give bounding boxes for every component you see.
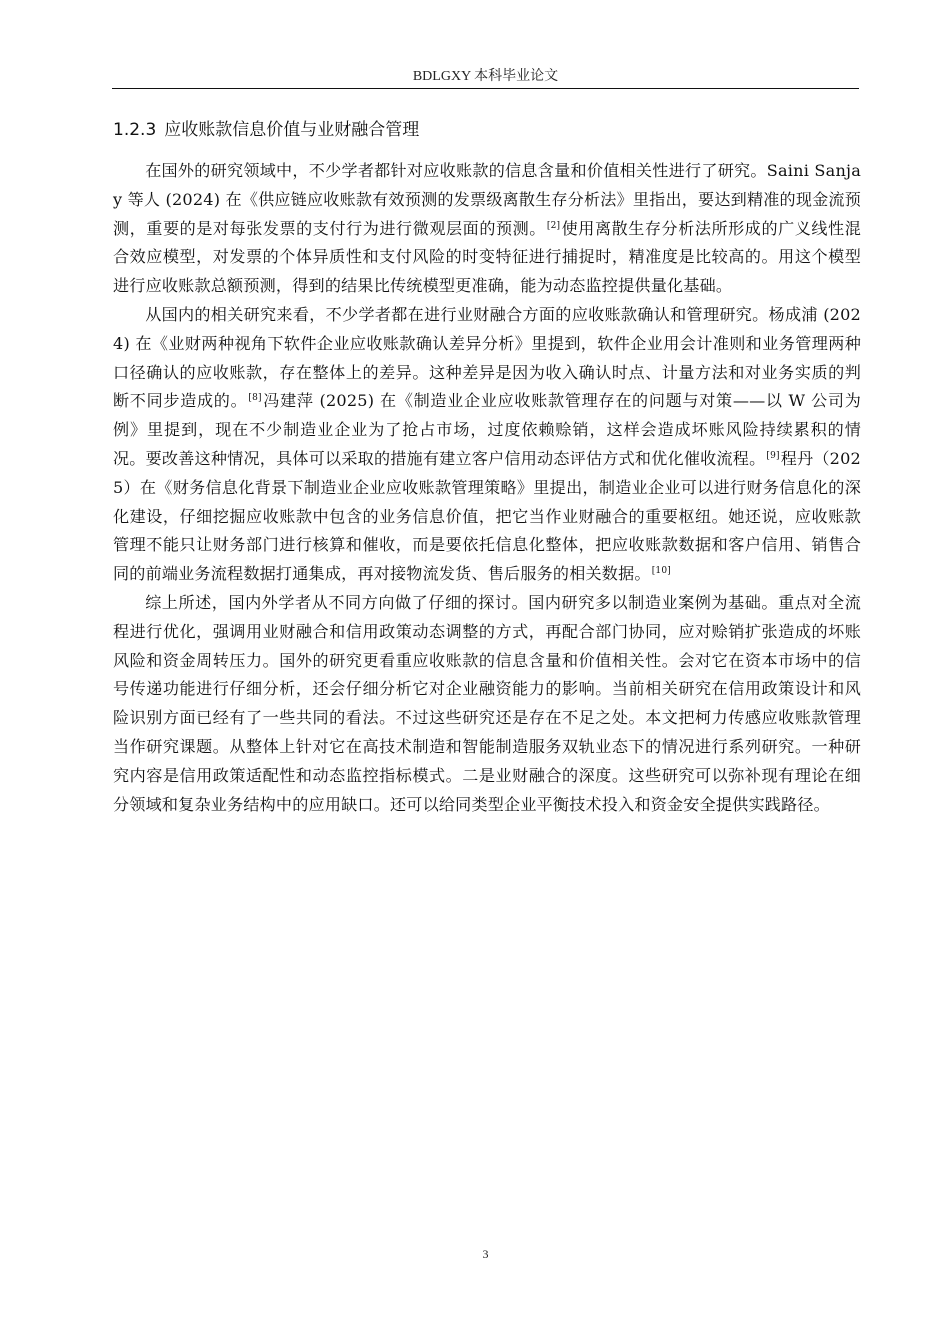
paragraph-foreign-research [113, 157, 861, 301]
paragraph-text: 从国内的相关研究来看，不少学者都在进行业财融合方面的应收账款确认和管理研究。杨成浦 (2024) 在《业财两种视角下软件企业应收账款确认差异分析》里提到，软件企业用会计准则和业务管理两种口径确认的应收账款，存在整体上的差异。这种差异是因为收入确认时点、计量方法和对业务实质的判断不同步造成的。 [113, 304, 861, 411]
paragraph-text: 程丹（2025）在《财务信息化背景下制造业企业应收账款管理策略》里提出，制造业企业可以进行财务信息化的深化建设，仔细挖掘应收账款中包含的业务信息价值，把它当作业财融合的重要枢纽。她还说，应收账款管理不能只让财务部门进行核算和催收，而是要依托信息化整体，把应收账款数据和客户信用、销售合同的前端业务流程数据打通集成，再对接物流发货、售后服务的相关数据。 [113, 448, 861, 584]
section-title: 应收账款信息价值与业财融合管理 [164, 120, 420, 140]
paragraph-text: 在国外的研究领域中，不少学者都针对应收账款的信息含量和价值相关性进行了研究。Saini Sanjay 等人 (2024) 在《供应链应收账款有效预测的发票级离散生存分析法》里指出，要达到精准的现金流预测，重要的是对每张发票的支付行为进行微观层面的预测。 [113, 161, 861, 238]
section-number: 1.2.3 [113, 120, 157, 140]
running-header: BDLGXY 本科毕业论文 [412, 69, 559, 84]
page-number: 3 [482, 1247, 489, 1261]
citation-marker: [9] [766, 450, 780, 461]
paragraph-summary [113, 589, 861, 819]
paragraph-text: 综上所述，国内外学者从不同方向做了仔细的探讨。国内研究多以制造业案例为基础。重点对全流程进行优化，强调用业财融合和信用政策动态调整的方式，再配合部门协同，应对赊销扩张造成的坏账风险和资金周转压力。国外的研究更看重应收账款的信息含量和价值相关性。会对它在资本市场中的信号传递功能进行仔细分析，还会仔细分析它对企业融资能力的影响。当前相关研究在信用政策设计和风险识别方面已经有了一些共同的看法。不过这些研究还是存在不足之处。本文把柯力传感应收账款管理当作研究课题。从整体上针对它在高技术制造和智能制造服务双轨业态下的情况进行系列研究。一种研究内容是信用政策适配性和动态监控指标模式。二是业财融合的深度。这些研究可以弥补现有理论在细分领域和复杂业务结构中的应用缺口。还可以给同类型企业平衡技术投入和资金安全提供实践路径。 [113, 592, 861, 814]
paragraph-text: 冯建萍 (2025) 在《制造业企业应收账款管理存在的问题与对策——以 W 公司为例》里提到，现在不少制造业企业为了抢占市场，过度依赖赊销，这样会造成坏账风险持续累积的情况。要改善这种情况，具体可以采取的措施有建立客户信用动态评估方式和优化催收流程。 [113, 391, 861, 468]
header-divider [112, 88, 859, 89]
section-heading [113, 117, 858, 143]
citation-marker: [8] [248, 393, 262, 404]
paragraph-text: 使用离散生存分析法所形成的广义线性混合效应模型，对发票的个体异质性和支付风险的时变特征进行捕捉时，精准度是比较高的。用这个模型进行应收账款总额预测，得到的结果比传统模型更准确，能为动态监控提供量化基础。 [113, 218, 861, 296]
paragraph-domestic-research [113, 301, 861, 589]
citation-marker: [2] [546, 220, 561, 231]
body-text [113, 157, 861, 819]
citation-marker: [10] [651, 566, 671, 577]
